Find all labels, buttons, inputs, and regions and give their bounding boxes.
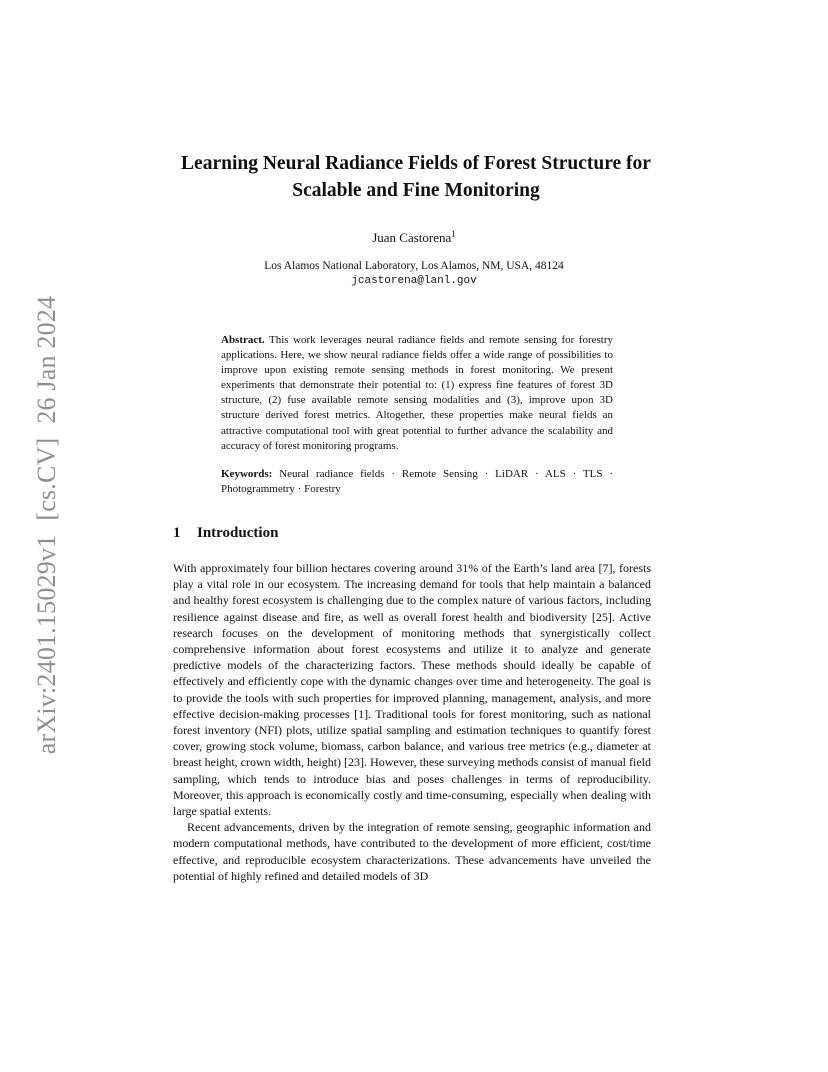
paper-title: Learning Neural Radiance Fields of Forest Structure for Scalable and Fine Monitoring [181,153,651,201]
abstract-label: Abstract. [221,334,265,346]
section-title: Introduction [197,525,279,541]
keywords [221,467,613,497]
keywords-label: Keywords: [221,468,273,480]
arxiv-date: 26 Jan 2024 [32,295,61,424]
author-line [0,229,828,246]
section-heading-introduction [173,525,278,542]
author-email[interactable]: jcastorena@lanl.gov [351,275,477,287]
author-name: Juan Castorena [372,230,452,245]
intro-paragraph-2: Recent advancements, driven by the integration of remote sensing, geographic information and modern computational methods, have contributed to the development of more efficient, cost/time effective, and reproducible ecosystem characterizations. These advancements have unveiled the potential of highly refined and detailed models of 3D [173,820,651,883]
intro-paragraph-1: With approximately four billion hectares covering around 31% of the Earth’s land area [7], forests play a vital role in our ecosystem. The increasing demand for tools that help maintain a balanced and healthy forest ecosystem is challenging due to the complex nature of various factors, including resilience against disease and fire, as well as overall forest health and biodiversity [25]. Active research focuses on the development of monitoring methods that synergistically collect comprehensive information about forest ecosystems and utilize it to analyze and generate predictive models of the characterizing factors. These methods should ideally be capable of effectively and efficiently cope with the dynamic changes over time and heterogeneity. The goal is to provide the tools with such properties for improved planning, management, analysis, and more effective decision-making processes [1]. Traditional tools for forest monitoring, such as national forest inventory (NFI) plots, utilize spatial sampling and estimation techniques to quantify forest cover, growing stock volume, biomass, carbon balance, and various tree metrics (e.g., diameter at breast height, crown width, height) [23]. However, these surveying methods consist of manual field sampling, which tends to introduce bias and poses challenges in terms of reproducibility. Moreover, this approach is economically costly and time-consuming, especially when dealing with large spatial extents. [173,561,651,819]
arxiv-id: arXiv:2401.15029v1 [32,534,61,755]
abstract-text: This work leverages neural radiance fields and remote sensing for forestry applications. Here, we show neural radiance fields offer a wide range of possibilities to improve upon existing remote sensing methods in forest monitoring. We present experiments that demonstrate their potential to: (1) express fine features of forest 3D structure, (2) fuse available remote sensing modalities and (3), improve upon 3D structure derived forest metrics. Altogether, these properties make neural fields an attractive computational tool with great potential to further advance the scalability and accuracy of forest monitoring programs. [221,334,613,452]
keywords-text: Neural radiance fields · Remote Sensing · LiDAR · ALS · TLS · Photogrammetry · Forestry [221,468,613,496]
abstract [221,333,613,454]
section-number: 1 [173,525,181,541]
introduction-body [173,560,651,884]
arxiv-identifier-stamp [32,296,62,754]
affiliation: Los Alamos National Laboratory, Los Alamos, NM, USA, 48124 [264,260,564,272]
arxiv-category: [cs.CV] [32,437,61,521]
affiliation-mark: 1 [451,229,456,239]
